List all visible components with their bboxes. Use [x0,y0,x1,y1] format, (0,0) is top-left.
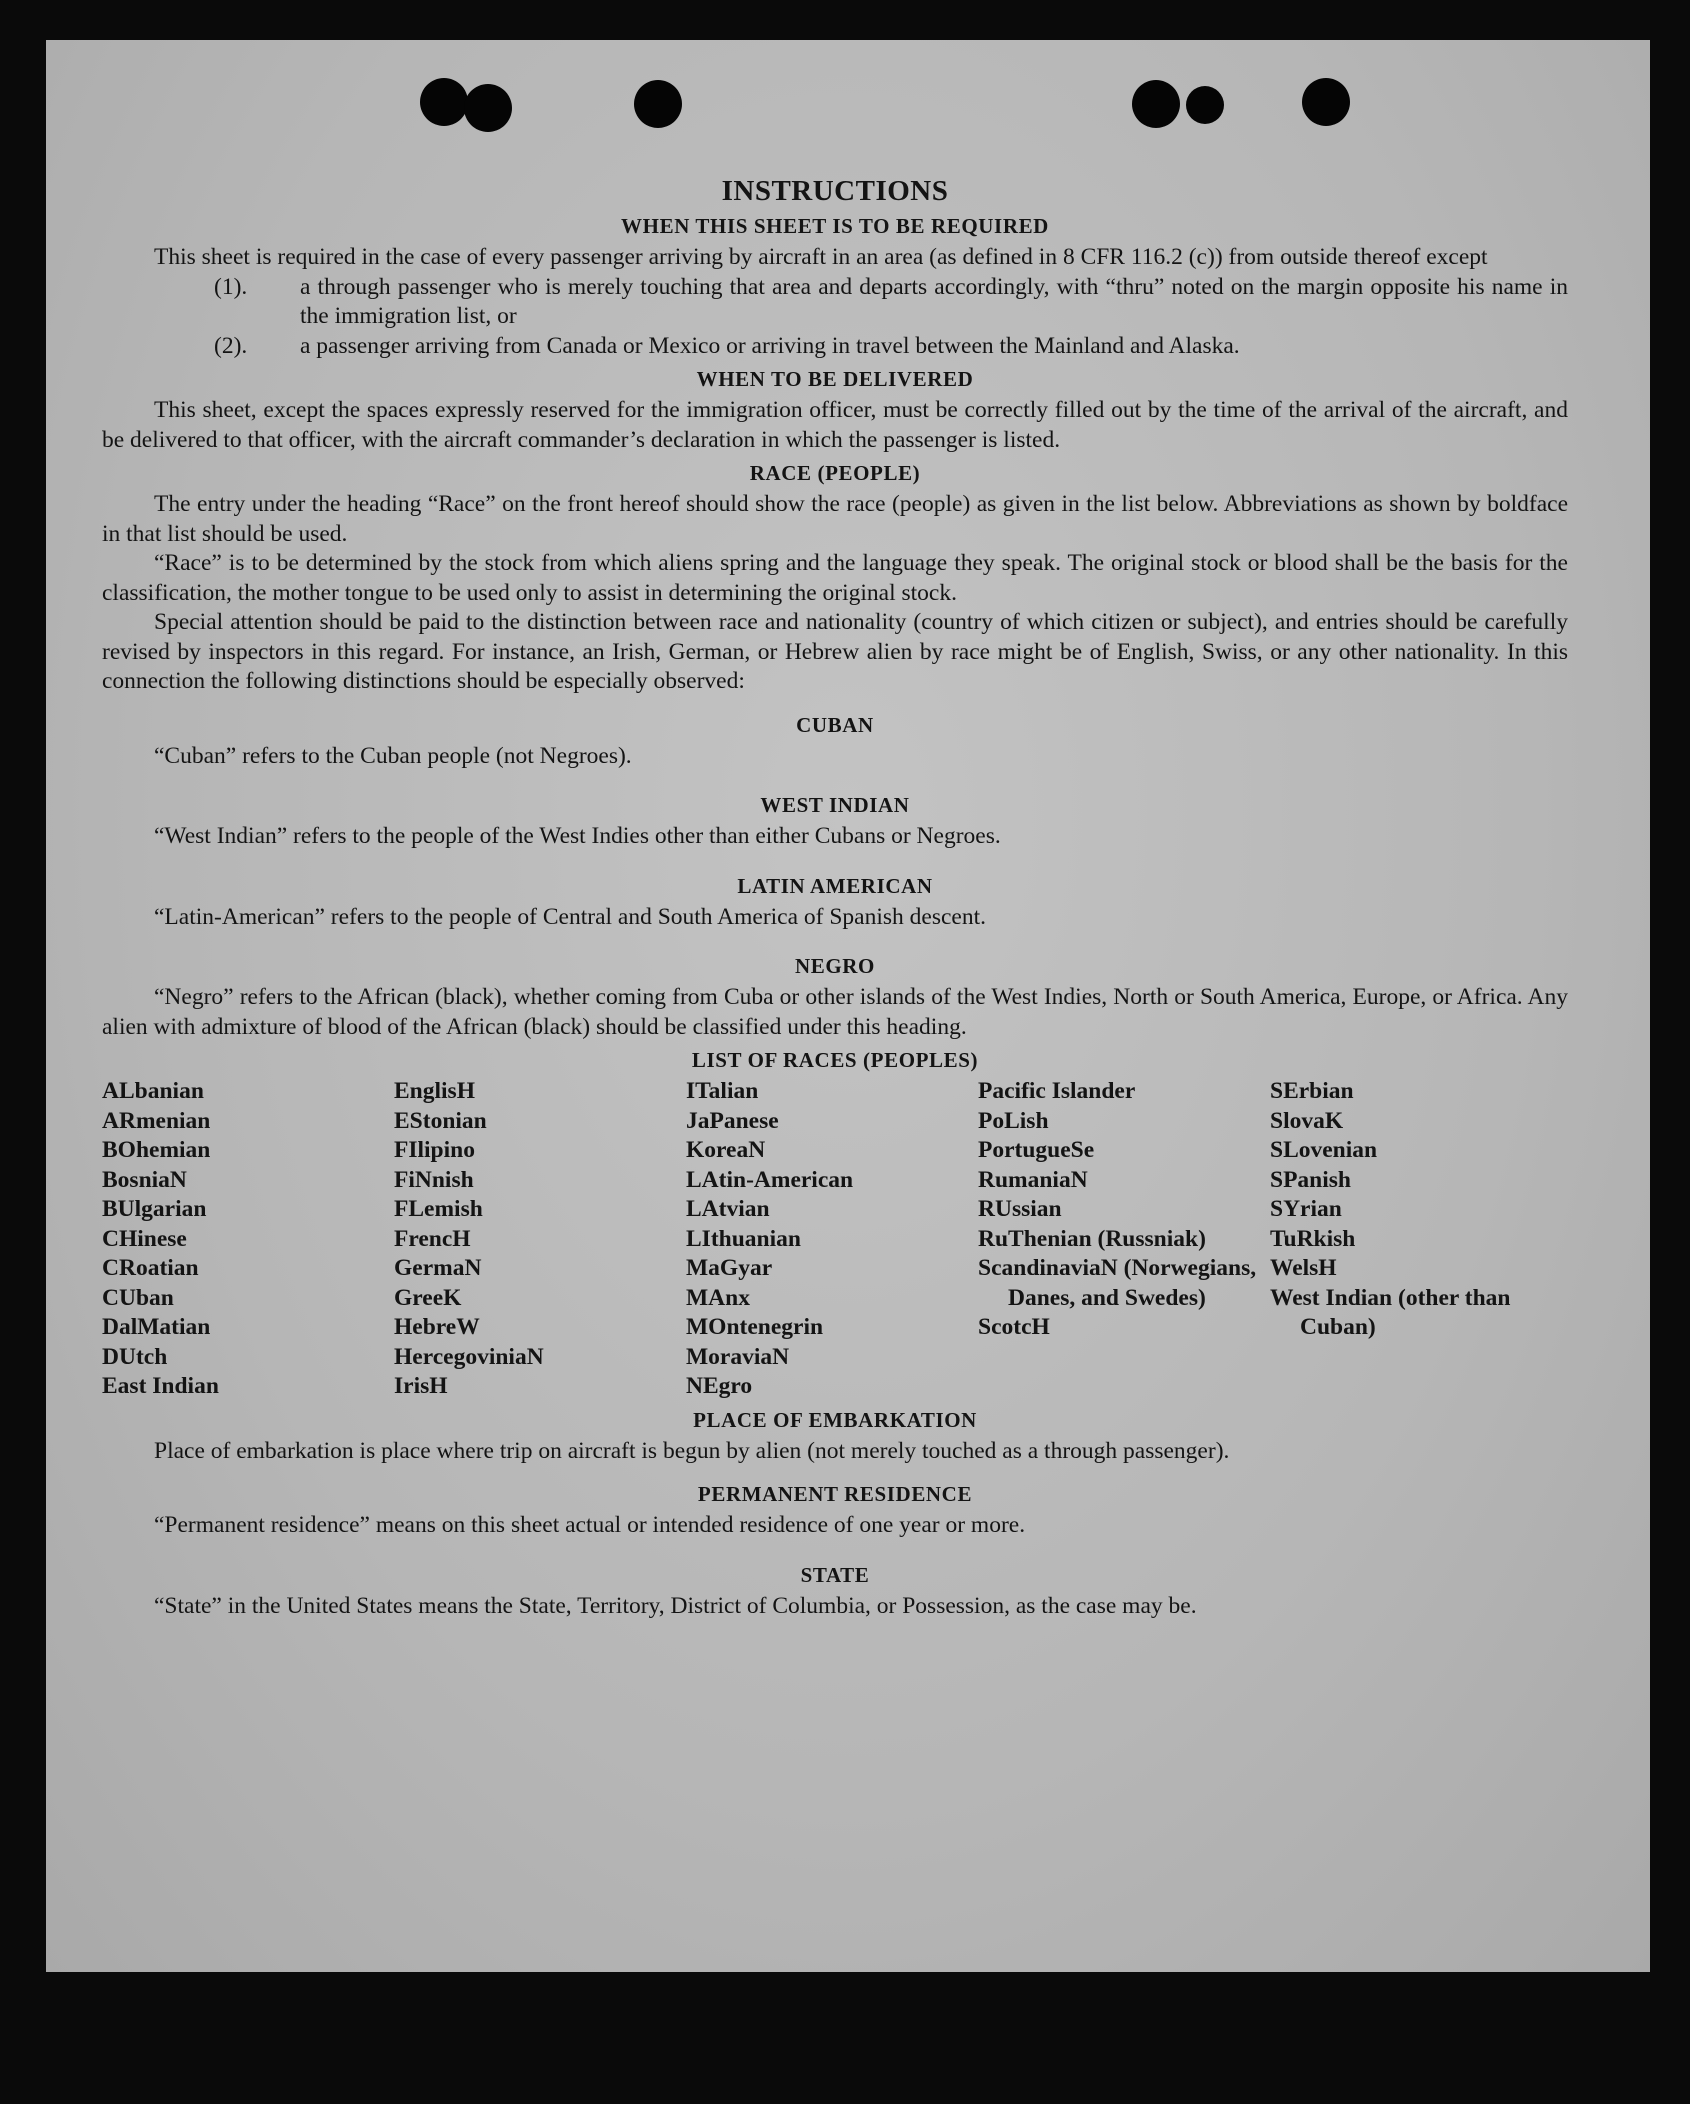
race-item: FIlipino [394,1137,475,1163]
punch-hole [464,84,512,132]
race-item: CUban [102,1284,174,1311]
race-item: LIthuanian [686,1225,801,1252]
paragraph: “West Indian” refers to the people of the West Indies other than either Cubans or Negroes. [154,823,1001,849]
paragraph: Place of embarkation is place where trip on aircraft is begun by alien (not merely touched as a through passenger). [154,1437,1230,1464]
race-item: LAtvian [686,1196,770,1222]
race-item: MOntenegrin [686,1314,824,1340]
item-number: (1). [214,273,248,300]
item-number: (2). [214,332,248,359]
race-item: ScotcH [978,1314,1050,1340]
paragraph: “Negro” refers to the African (black), whether coming from Cuba or other islands of the West Indies, North or South America, Europe, or Africa. Any alien with admixture of blood of the African (black) should be classified under this heading. [102,984,1568,1040]
punch-hole [634,80,682,128]
race-item: CRoatian [102,1255,199,1281]
instructions-body [102,175,1568,1621]
paragraph: “Permanent residence” means on this sheet actual or intended residence of one year or more. [154,1512,1026,1538]
race-item: GreeK [394,1284,462,1311]
punch-hole [1302,78,1350,126]
race-item: Pacific Islander [978,1078,1136,1104]
race-item: SLovenian [1270,1137,1378,1163]
races-column-5 [1270,1077,1562,1402]
document-sheet [46,40,1650,1972]
race-item: SYrian [1270,1196,1342,1222]
race-item: RumaniaN [978,1166,1088,1193]
race-item: FLemish [394,1196,483,1222]
race-item: MaGyar [686,1255,773,1281]
race-item: GermaN [394,1255,482,1281]
paragraph: Special attention should be paid to the distinction between race and nationality (country of which citizen or subject), and entries should be carefully revised by inspectors in this regard. For instance, an Irish, German, or Hebrew alien by race might be of English, Swiss, or any other nationality. In this connection the following distinctions should be especially observed: [102,609,1568,694]
paragraph: This sheet is required in the case of every passenger arriving by aircraft in an area (as defined in 8 CFR 116.2 (c)) from outside thereof except [154,244,1488,270]
race-item: SErbian [1270,1078,1354,1104]
race-item: LAtin-American [686,1166,854,1193]
paragraph: The entry under the heading “Race” on the front hereof should show the race (people) as given in the list below. Abbreviations as shown by boldface in that list should be used. [102,491,1568,547]
section-heading: STATE [800,1562,870,1587]
races-column-1 [102,1077,394,1402]
race-item: East Indian [102,1373,219,1399]
page-title: INSTRUCTIONS [721,175,949,207]
punch-hole [1132,80,1180,128]
race-item: NEgro [686,1373,753,1399]
section-heading: WHEN TO BE DELIVERED [696,367,974,391]
item-text: a passenger arriving from Canada or Mexico or arriving in travel between the Mainland and Alaska. [300,332,1240,359]
paragraph: “State” in the United States means the State, Territory, District of Columbia, or Possession, as the case may be. [154,1592,1197,1619]
race-item: WelsH [1270,1255,1337,1281]
section-heading: LATIN AMERICAN [737,873,933,898]
race-item: SlovaK [1270,1107,1344,1134]
races-column-4 [978,1077,1270,1402]
race-item: BOhemian [102,1137,211,1163]
item-text: a through passenger who is merely touching that area and departs accordingly, with “thru” noted on the margin opposite his name in the immigration list, or [300,273,1568,329]
section-heading: PERMANENT RESIDENCE [697,1482,973,1506]
race-item: RuThenian (Russniak) [978,1225,1206,1252]
races-column-2 [394,1077,686,1402]
races-list [102,1077,1568,1402]
race-item: ITalian [686,1078,759,1104]
paragraph: “Race” is to be determined by the stock from which aliens spring and the language they speak. The original stock or blood shall be the basis for the classification, the mother tongue to be used only to assist in determining the original stock. [102,550,1568,606]
race-item: RUssian [978,1196,1062,1222]
paragraph: “Latin-American” refers to the people of Central and South America of Spanish descent. [154,903,987,930]
race-item: MAnx [686,1284,750,1311]
race-item: BosniaN [102,1166,187,1193]
race-item: JaPanese [686,1107,779,1134]
punch-hole [1186,86,1224,124]
section-heading: LIST OF RACES (PEOPLES) [691,1048,979,1072]
race-item: KoreaN [686,1137,766,1163]
races-column-3 [686,1077,978,1402]
race-item: PortugueSe [978,1137,1095,1163]
race-item: ScandinaviaN (Norwegians, Danes, and Swedes) [978,1255,1257,1311]
section-heading: CUBAN [796,712,874,737]
race-item: TuRkish [1270,1225,1356,1252]
race-item: MoraviaN [686,1343,790,1370]
race-item: IrisH [394,1373,448,1399]
section-heading: WEST INDIAN [760,793,910,817]
race-item: CHinese [102,1225,187,1252]
section-heading: NEGRO [794,954,875,978]
paragraph: This sheet, except the spaces expressly reserved for the immigration officer, must be correctly filled out by the time of the arrival of the aircraft, and be delivered to that officer, with the aircraft commander’s declaration in which the passenger is listed. [102,397,1568,453]
punch-hole [420,78,468,126]
race-item: DUtch [102,1343,168,1370]
race-item: HebreW [394,1314,480,1340]
race-item: EStonian [394,1107,487,1134]
race-item: EnglisH [394,1078,475,1104]
race-item: ALbanian [102,1078,204,1104]
race-item: HercegoviniaN [394,1343,544,1370]
race-item: FiNnish [394,1166,474,1193]
paragraph: “Cuban” refers to the Cuban people (not Negroes). [154,742,632,769]
section-heading: PLACE OF EMBARKATION [693,1407,977,1432]
race-item: SPanish [1270,1166,1351,1193]
list-item [102,332,1568,362]
race-item: FrencH [394,1225,471,1252]
list-item [102,273,1568,332]
race-item: West Indian (other than Cuban) [1270,1284,1511,1340]
race-item: ARmenian [102,1107,211,1134]
section-heading: WHEN THIS SHEET IS TO BE REQUIRED [621,214,1049,238]
race-item: DalMatian [102,1314,211,1340]
race-item: BUlgarian [102,1196,207,1222]
section-heading: RACE (PEOPLE) [749,461,921,485]
race-item: PoLish [978,1107,1049,1134]
